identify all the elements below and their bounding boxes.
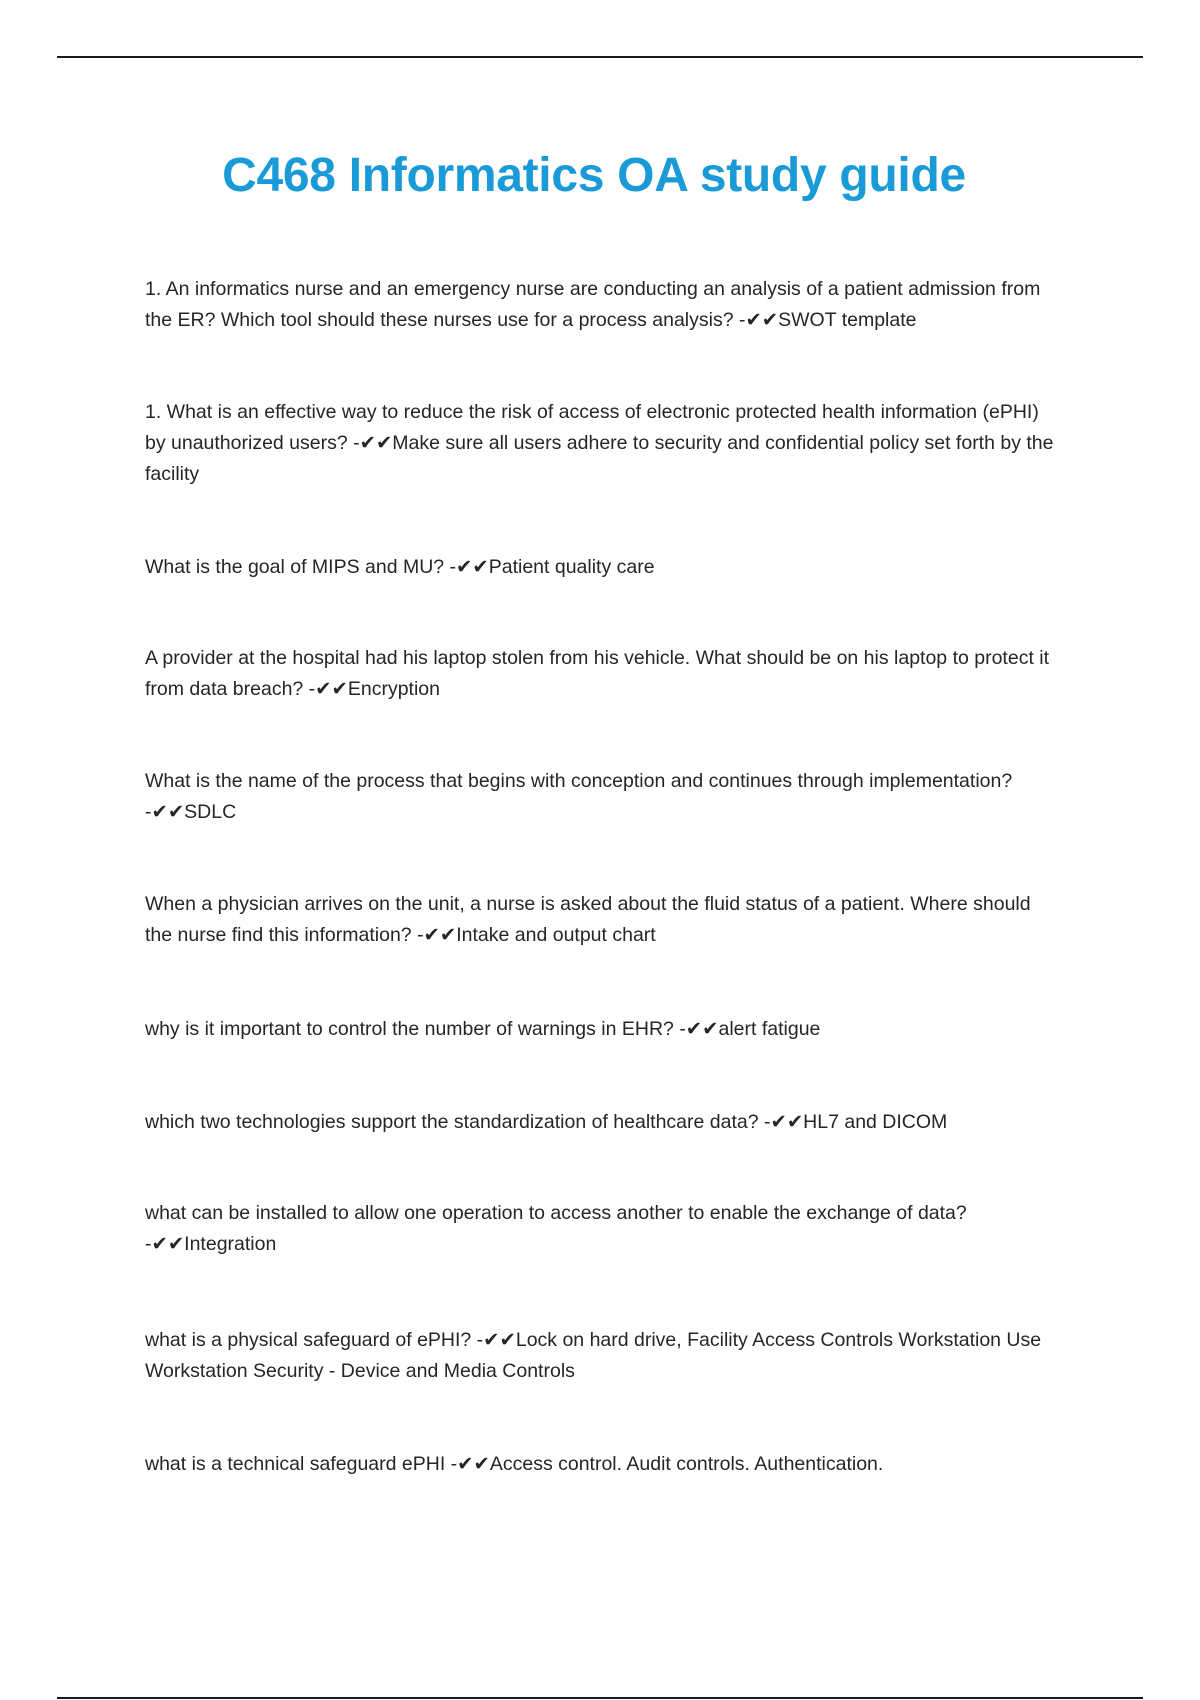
qa-item-4: A provider at the hospital had his laptop stolen from his vehicle. What should be on his laptop to protect it from data breach? -✔✔Encryption	[145, 647, 1050, 700]
qa-item-11: what is a technical safeguard ePHI -✔✔Access control. Audit controls. Authentication.	[145, 1453, 884, 1475]
bottom-rule	[57, 1697, 1143, 1699]
qa-item-7: why is it important to control the number of warnings in EHR? -✔✔alert fatigue	[145, 1018, 821, 1040]
qa-item-9: what can be installed to allow one operation to access another to enable the exchange of data? -✔✔Integration	[145, 1202, 967, 1255]
qa-item-8: which two technologies support the standardization of healthcare data? -✔✔HL7 and DICOM	[145, 1111, 948, 1133]
qa-item-2: 1. What is an effective way to reduce the risk of access of electronic protected health information (ePHI) by unauthorized users? -✔✔Make sure all users adhere to security and confidential policy set forth by the facility	[145, 401, 1054, 485]
document-title: C468 Informatics OA study guide	[222, 149, 966, 202]
qa-item-5: What is the name of the process that begins with conception and continues through implementation? -✔✔SDLC	[145, 770, 1013, 823]
qa-item-6: When a physician arrives on the unit, a nurse is asked about the fluid status of a patient. Where should the nurse find this information? -✔✔Intake and output chart	[145, 893, 1031, 946]
qa-item-1: 1. An informatics nurse and an emergency nurse are conducting an analysis of a patient admission from the ER? Which tool should these nurses use for a process analysis? -✔✔SWOT template	[145, 278, 1041, 331]
qa-item-10: what is a physical safeguard of ePHI? -✔✔Lock on hard drive, Facility Access Controls Workstation Use Workstation Security - Device and Media Controls	[145, 1329, 1042, 1382]
top-rule	[57, 56, 1143, 58]
qa-item-3: What is the goal of MIPS and MU? -✔✔Patient quality care	[145, 556, 655, 578]
